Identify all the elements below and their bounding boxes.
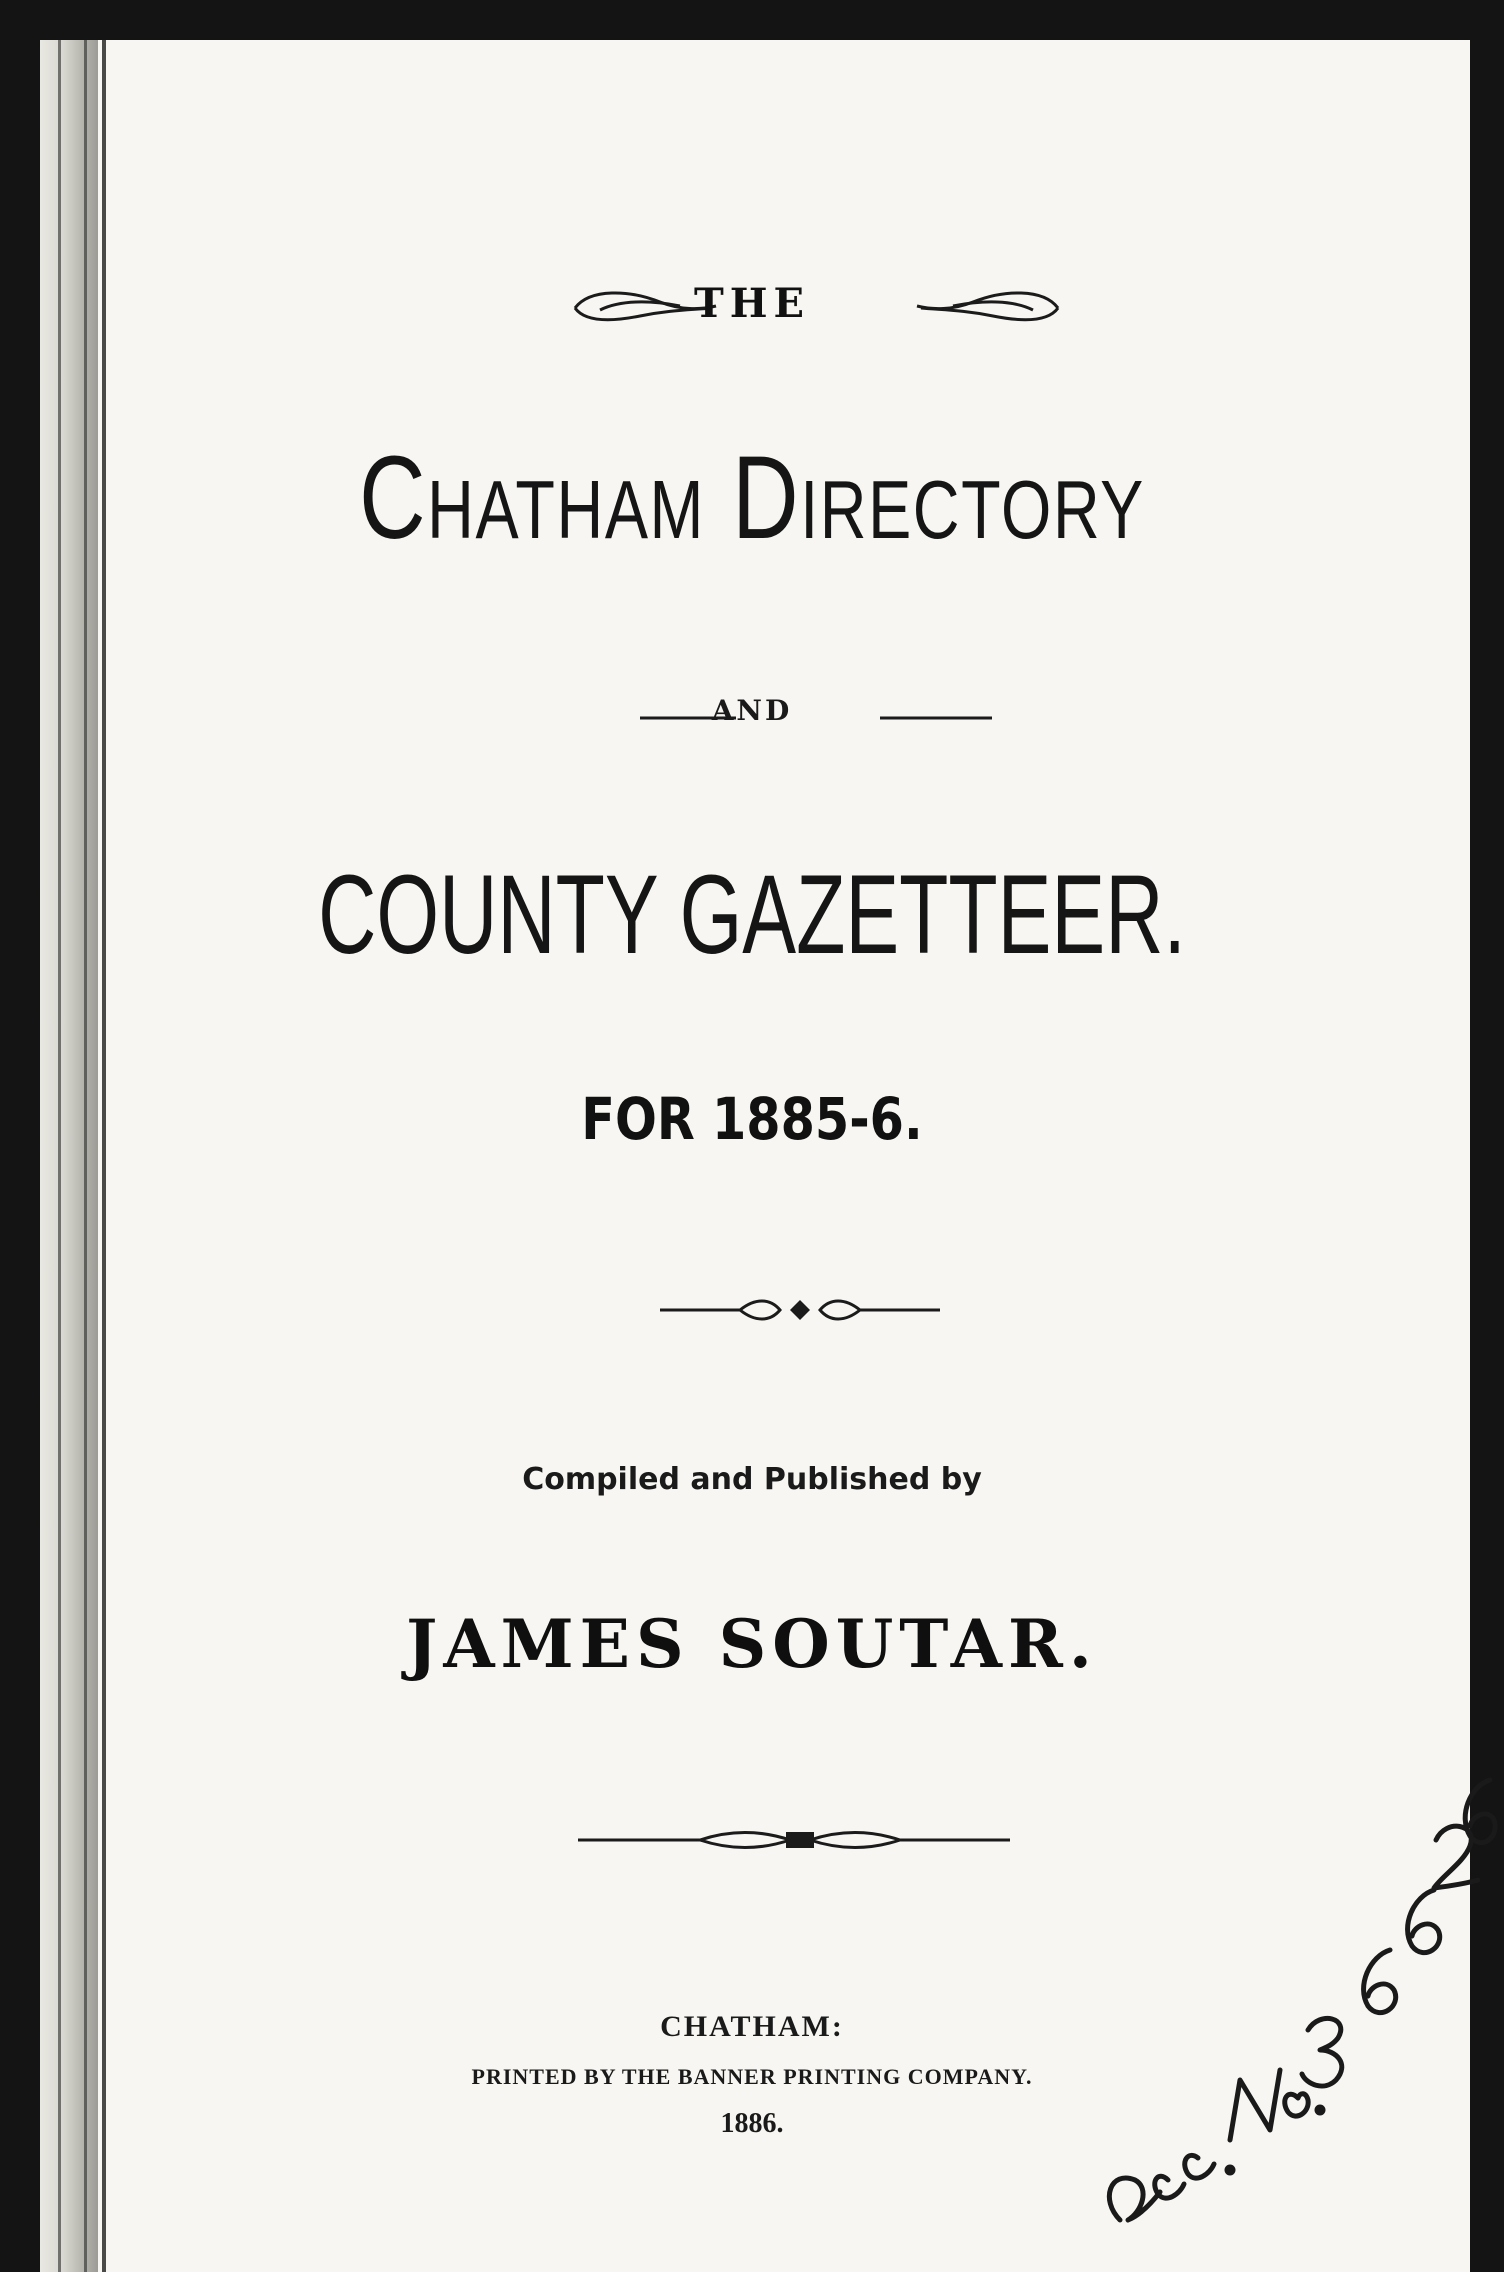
ornate-the: THE: [693, 280, 811, 327]
printer-line: PRINTED BY THE BANNER PRINTING COMPANY.: [471, 2064, 1033, 2089]
edition-year: FOR 1885-6.: [581, 1085, 923, 1153]
spine-edge-line: [58, 40, 61, 2272]
spine-edge-line: [84, 40, 87, 2272]
publication-date: 1886.: [720, 2108, 784, 2139]
handwritten-accession-number: [1080, 1700, 1500, 2260]
publication-place: CHATHAM:: [660, 2010, 844, 2043]
author-name: JAMES SOUTAR.: [406, 1605, 1098, 1683]
subtitle-gazetteer: COUNTY GAZETTEER.: [318, 852, 1186, 977]
main-title: Chatham Directory: [359, 432, 1145, 564]
handwritten-annotation-icon: [1080, 1700, 1500, 2260]
compiled-by-line: Compiled and Published by: [522, 1462, 982, 1497]
spine-gutter-line: [102, 40, 106, 2272]
book-spine: [40, 40, 98, 2272]
conjunction-and: AND: [711, 694, 793, 727]
ornament-divider-icon: [0, 1290, 1504, 1330]
